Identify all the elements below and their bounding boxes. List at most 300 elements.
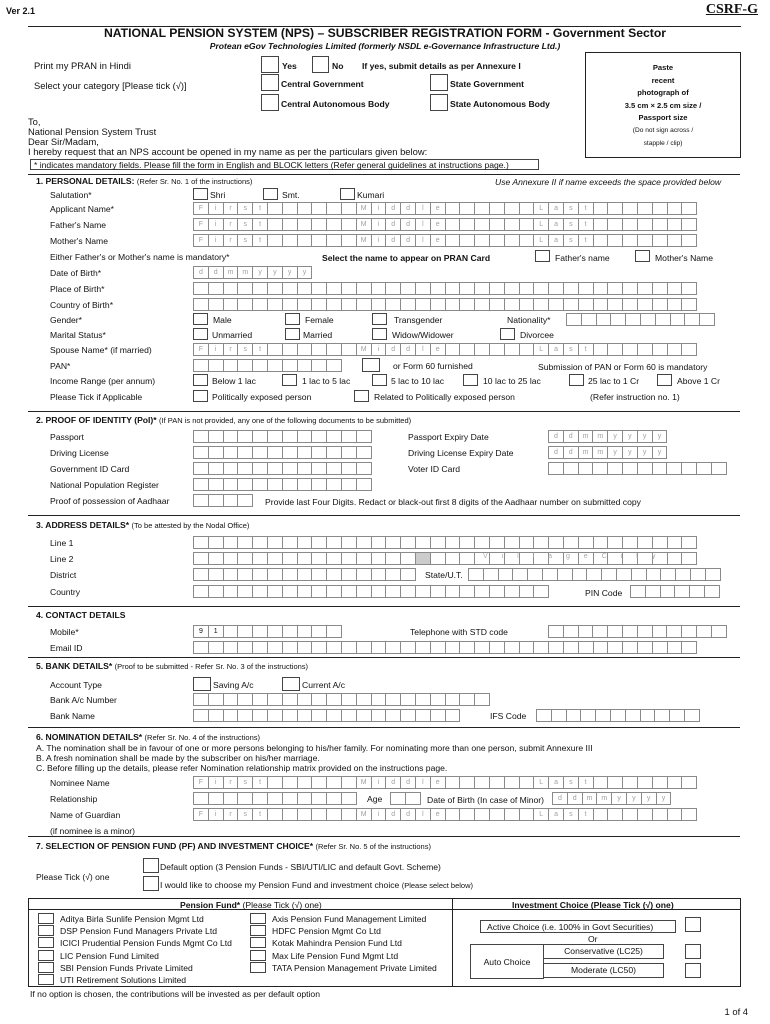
grid-cell[interactable]	[282, 343, 298, 356]
grid-cell[interactable]: L	[533, 218, 549, 231]
grid-cell[interactable]: F	[193, 808, 209, 821]
pran-hindi-yes-checkbox[interactable]	[261, 56, 279, 73]
grid-cell[interactable]	[282, 282, 298, 295]
cob-grid[interactable]	[193, 298, 696, 311]
grid-cell[interactable]	[459, 552, 475, 565]
grid-cell[interactable]: s	[563, 343, 579, 356]
grid-cell[interactable]	[356, 430, 372, 443]
grid-cell[interactable]	[267, 343, 283, 356]
grid-cell[interactable]	[504, 234, 520, 247]
grid-cell[interactable]	[459, 218, 475, 231]
grid-cell[interactable]: s	[563, 776, 579, 789]
grid-cell[interactable]	[405, 792, 421, 805]
grid-cell[interactable]: M	[356, 343, 372, 356]
grid-cell[interactable]: a	[548, 343, 564, 356]
grid-cell[interactable]: i	[371, 808, 387, 821]
grid-cell[interactable]	[326, 552, 342, 565]
grid-cell[interactable]: i	[208, 202, 224, 215]
default-option-checkbox[interactable]	[143, 858, 159, 873]
grid-cell[interactable]	[578, 282, 594, 295]
grid-cell[interactable]	[267, 462, 283, 475]
grid-cell[interactable]	[415, 298, 431, 311]
grid-cell[interactable]: r	[223, 808, 239, 821]
grid-cell[interactable]	[519, 298, 535, 311]
grid-cell[interactable]	[297, 552, 313, 565]
grid-cell[interactable]: t	[578, 343, 594, 356]
grid-cell[interactable]	[580, 709, 596, 722]
grid-cell[interactable]: s	[237, 234, 253, 247]
grid-cell[interactable]	[237, 298, 253, 311]
grid-cell[interactable]	[637, 808, 653, 821]
income-1-checkbox[interactable]	[193, 374, 208, 386]
grid-cell[interactable]	[622, 282, 638, 295]
grid-cell[interactable]	[474, 536, 490, 549]
grid-cell[interactable]	[311, 478, 327, 491]
mother-name-grid[interactable]	[193, 234, 696, 247]
grid-cell[interactable]	[400, 585, 416, 598]
grid-cell[interactable]	[237, 792, 253, 805]
grid-cell[interactable]	[637, 641, 653, 654]
grid-cell[interactable]	[326, 641, 342, 654]
grid-cell[interactable]	[371, 282, 387, 295]
grid-cell[interactable]	[681, 536, 697, 549]
grid-cell[interactable]	[237, 462, 253, 475]
grid-cell[interactable]	[489, 218, 505, 231]
grid-cell[interactable]	[459, 641, 475, 654]
fund-checkbox[interactable]	[250, 925, 266, 936]
income-3-checkbox[interactable]	[372, 374, 387, 386]
grid-cell[interactable]	[282, 693, 298, 706]
grid-cell[interactable]	[311, 709, 327, 722]
grid-cell[interactable]: d	[400, 343, 416, 356]
grid-cell[interactable]	[445, 808, 461, 821]
grid-cell[interactable]	[489, 298, 505, 311]
grid-cell[interactable]	[504, 202, 520, 215]
pob-grid[interactable]	[193, 282, 696, 295]
grid-cell[interactable]: y	[267, 266, 283, 279]
grid-cell[interactable]	[655, 313, 671, 326]
grid-cell[interactable]	[341, 552, 357, 565]
grid-cell[interactable]	[652, 808, 668, 821]
grid-cell[interactable]	[489, 585, 505, 598]
bank-name-grid[interactable]	[193, 709, 459, 722]
grid-cell[interactable]: i	[371, 202, 387, 215]
grid-cell[interactable]	[652, 343, 668, 356]
grid-cell[interactable]	[326, 343, 342, 356]
grid-cell[interactable]	[474, 218, 490, 231]
grid-cell[interactable]	[341, 430, 357, 443]
grid-cell[interactable]	[311, 536, 327, 549]
central-autonomous-checkbox[interactable]	[261, 94, 279, 111]
photo-box[interactable]	[585, 52, 741, 158]
pran-hindi-no-checkbox[interactable]	[312, 56, 329, 73]
grid-cell[interactable]: y	[607, 446, 623, 459]
grid-cell[interactable]	[193, 478, 209, 491]
grid-cell[interactable]: t	[252, 234, 268, 247]
grid-cell[interactable]	[371, 693, 387, 706]
grid-cell[interactable]: s	[237, 218, 253, 231]
grid-cell[interactable]	[622, 462, 638, 475]
grid-cell[interactable]	[667, 282, 683, 295]
grid-cell[interactable]	[341, 776, 357, 789]
grid-cell[interactable]	[445, 536, 461, 549]
grid-cell[interactable]: m	[596, 792, 612, 805]
grid-cell[interactable]: t	[578, 808, 594, 821]
grid-cell[interactable]: L	[533, 808, 549, 821]
grid-cell[interactable]	[282, 359, 298, 372]
grid-cell[interactable]	[311, 298, 327, 311]
fund-checkbox[interactable]	[250, 950, 266, 961]
grid-cell[interactable]	[208, 462, 224, 475]
grid-cell[interactable]	[669, 709, 685, 722]
grid-cell[interactable]	[385, 552, 401, 565]
grid-cell[interactable]	[237, 641, 253, 654]
line2-grid[interactable]	[193, 552, 696, 565]
grid-cell[interactable]	[252, 792, 268, 805]
grid-cell[interactable]: s	[563, 234, 579, 247]
grid-cell[interactable]	[400, 536, 416, 549]
email-grid[interactable]	[193, 641, 696, 654]
grid-cell[interactable]	[519, 808, 535, 821]
grid-cell[interactable]	[267, 446, 283, 459]
grid-cell[interactable]	[297, 343, 313, 356]
grid-cell[interactable]: s	[563, 218, 579, 231]
grid-cell[interactable]	[578, 462, 594, 475]
grid-cell[interactable]	[489, 641, 505, 654]
grid-cell[interactable]	[237, 568, 253, 581]
grid-cell[interactable]: y	[652, 430, 668, 443]
grid-cell[interactable]	[527, 568, 543, 581]
grid-cell[interactable]	[445, 343, 461, 356]
grid-cell[interactable]	[326, 709, 342, 722]
grid-cell[interactable]	[637, 343, 653, 356]
grid-cell[interactable]	[267, 568, 283, 581]
grid-cell[interactable]	[563, 282, 579, 295]
spouse-name-grid[interactable]	[193, 343, 696, 356]
grid-cell[interactable]	[533, 585, 549, 598]
grid-cell[interactable]	[326, 808, 342, 821]
grid-cell[interactable]	[459, 808, 475, 821]
grid-cell[interactable]	[252, 552, 268, 565]
grid-cell[interactable]	[646, 568, 662, 581]
grid-cell[interactable]: t	[252, 808, 268, 821]
grid-cell[interactable]	[267, 359, 283, 372]
grid-cell[interactable]	[297, 234, 313, 247]
grid-cell[interactable]	[445, 218, 461, 231]
grid-cell[interactable]: d	[400, 218, 416, 231]
grid-cell[interactable]	[326, 234, 342, 247]
grid-cell[interactable]	[504, 298, 520, 311]
grid-cell[interactable]: t	[578, 776, 594, 789]
fund-checkbox[interactable]	[38, 925, 54, 936]
grid-cell[interactable]	[622, 218, 638, 231]
grid-cell[interactable]	[400, 298, 416, 311]
grid-cell[interactable]	[341, 446, 357, 459]
grid-cell[interactable]	[548, 625, 564, 638]
grid-cell[interactable]	[193, 693, 209, 706]
grid-cell[interactable]: l	[415, 218, 431, 231]
grid-cell[interactable]	[282, 776, 298, 789]
grid-cell[interactable]	[652, 641, 668, 654]
grid-cell[interactable]	[519, 202, 535, 215]
grid-cell[interactable]	[637, 776, 653, 789]
grid-cell[interactable]	[445, 282, 461, 295]
grid-cell[interactable]	[326, 792, 342, 805]
grid-cell[interactable]	[667, 218, 683, 231]
grid-cell[interactable]	[504, 776, 520, 789]
grid-cell[interactable]: y	[282, 266, 298, 279]
grid-cell[interactable]	[593, 776, 609, 789]
saving-checkbox[interactable]	[193, 677, 211, 691]
grid-cell[interactable]	[311, 359, 327, 372]
grid-cell[interactable]	[607, 343, 623, 356]
grid-cell[interactable]	[252, 430, 268, 443]
grid-cell[interactable]	[489, 202, 505, 215]
grid-cell[interactable]	[459, 202, 475, 215]
grid-cell[interactable]: s	[237, 343, 253, 356]
grid-cell[interactable]	[459, 282, 475, 295]
grid-cell[interactable]	[666, 625, 682, 638]
grid-cell[interactable]	[267, 625, 283, 638]
grid-cell[interactable]	[385, 585, 401, 598]
grid-cell[interactable]: L	[533, 776, 549, 789]
grid-cell[interactable]	[581, 313, 597, 326]
grid-cell[interactable]	[593, 536, 609, 549]
grid-cell[interactable]	[371, 641, 387, 654]
grid-cell[interactable]	[400, 693, 416, 706]
grid-cell[interactable]	[551, 709, 567, 722]
grid-cell[interactable]	[237, 359, 253, 372]
grid-cell[interactable]	[326, 359, 342, 372]
grid-cell[interactable]	[326, 282, 342, 295]
grid-cell[interactable]	[311, 202, 327, 215]
grid-cell[interactable]: i	[208, 808, 224, 821]
grid-cell[interactable]: m	[592, 446, 608, 459]
grid-cell[interactable]	[489, 343, 505, 356]
grid-cell[interactable]	[193, 462, 209, 475]
grid-cell[interactable]	[459, 234, 475, 247]
grid-cell[interactable]	[483, 568, 499, 581]
grid-cell[interactable]	[625, 313, 641, 326]
relationship-grid[interactable]	[193, 792, 356, 805]
grid-cell[interactable]	[519, 641, 535, 654]
grid-cell[interactable]	[326, 693, 342, 706]
grid-cell[interactable]	[193, 568, 209, 581]
grid-cell[interactable]	[297, 709, 313, 722]
male-checkbox[interactable]	[193, 313, 208, 325]
grid-cell[interactable]	[622, 202, 638, 215]
country-grid[interactable]	[193, 585, 548, 598]
grid-cell[interactable]: 1	[208, 625, 224, 638]
grid-cell[interactable]: M	[356, 218, 372, 231]
grid-cell[interactable]	[474, 641, 490, 654]
grid-cell[interactable]	[237, 430, 253, 443]
grid-cell[interactable]	[282, 478, 298, 491]
grid-cell[interactable]	[252, 693, 268, 706]
grid-cell[interactable]	[297, 808, 313, 821]
grid-cell[interactable]	[282, 808, 298, 821]
grid-cell[interactable]: L	[533, 343, 549, 356]
grid-cell[interactable]	[297, 298, 313, 311]
grid-cell[interactable]: F	[193, 776, 209, 789]
grid-cell[interactable]	[297, 478, 313, 491]
grid-cell[interactable]: t	[578, 218, 594, 231]
grid-cell[interactable]	[696, 462, 712, 475]
grid-cell[interactable]	[430, 585, 446, 598]
grid-cell[interactable]: F	[193, 343, 209, 356]
grid-cell[interactable]	[548, 298, 564, 311]
grid-cell[interactable]	[610, 709, 626, 722]
grid-cell[interactable]	[622, 343, 638, 356]
grid-cell[interactable]	[282, 792, 298, 805]
grid-cell[interactable]	[622, 625, 638, 638]
grid-cell[interactable]: t	[252, 776, 268, 789]
grid-cell[interactable]: a	[548, 776, 564, 789]
grid-cell[interactable]: i	[208, 776, 224, 789]
grid-cell[interactable]: r	[223, 218, 239, 231]
grid-cell[interactable]	[666, 462, 682, 475]
grid-cell[interactable]: s	[563, 808, 579, 821]
grid-cell[interactable]: s	[563, 202, 579, 215]
grid-cell[interactable]	[311, 234, 327, 247]
grid-cell[interactable]	[223, 693, 239, 706]
grid-cell[interactable]	[667, 808, 683, 821]
grid-cell[interactable]: d	[400, 808, 416, 821]
moderate-checkbox[interactable]	[685, 963, 701, 978]
grid-cell[interactable]	[297, 693, 313, 706]
grid-cell[interactable]: e	[430, 776, 446, 789]
grid-cell[interactable]: d	[400, 202, 416, 215]
grid-cell[interactable]	[400, 282, 416, 295]
state-govt-checkbox[interactable]	[430, 74, 448, 91]
grid-cell[interactable]	[474, 693, 490, 706]
grid-cell[interactable]	[652, 234, 668, 247]
grid-cell[interactable]: l	[415, 343, 431, 356]
grid-cell[interactable]	[208, 552, 224, 565]
fund-checkbox[interactable]	[38, 913, 54, 924]
grid-cell[interactable]: r	[223, 343, 239, 356]
grid-cell[interactable]	[696, 625, 712, 638]
grid-cell[interactable]	[592, 462, 608, 475]
grid-cell[interactable]	[652, 218, 668, 231]
grid-cell[interactable]	[356, 462, 372, 475]
grid-cell[interactable]	[592, 625, 608, 638]
grid-cell[interactable]	[681, 218, 697, 231]
grid-cell[interactable]	[282, 585, 298, 598]
grid-cell[interactable]: t	[578, 202, 594, 215]
grid-cell[interactable]	[341, 585, 357, 598]
grid-cell[interactable]	[237, 552, 253, 565]
grid-cell[interactable]	[548, 641, 564, 654]
grid-cell[interactable]	[311, 792, 327, 805]
grid-cell[interactable]: i	[371, 234, 387, 247]
grid-cell[interactable]	[356, 446, 372, 459]
grid-cell[interactable]	[252, 625, 268, 638]
grid-cell[interactable]	[341, 808, 357, 821]
grid-cell[interactable]	[690, 568, 706, 581]
grid-cell[interactable]	[430, 552, 446, 565]
married-checkbox[interactable]	[285, 328, 300, 340]
grid-cell[interactable]	[341, 343, 357, 356]
grid-cell[interactable]	[622, 641, 638, 654]
grid-cell[interactable]	[607, 462, 623, 475]
grid-cell[interactable]	[267, 792, 283, 805]
grid-cell[interactable]	[282, 298, 298, 311]
grid-cell[interactable]	[193, 552, 209, 565]
grid-cell[interactable]	[341, 234, 357, 247]
grid-cell[interactable]	[311, 282, 327, 295]
grid-cell[interactable]	[267, 641, 283, 654]
grid-cell[interactable]	[607, 641, 623, 654]
grid-cell[interactable]	[252, 568, 268, 581]
grid-cell[interactable]	[415, 693, 431, 706]
transgender-checkbox[interactable]	[372, 313, 387, 325]
state-grid[interactable]	[468, 568, 720, 581]
grid-cell[interactable]	[208, 709, 224, 722]
aadhaar-grid[interactable]	[193, 494, 252, 507]
grid-cell[interactable]: t	[252, 202, 268, 215]
grid-cell[interactable]	[625, 709, 641, 722]
grid-cell[interactable]	[563, 625, 579, 638]
central-govt-checkbox[interactable]	[261, 74, 279, 91]
grid-cell[interactable]	[459, 343, 475, 356]
grid-cell[interactable]	[311, 808, 327, 821]
grid-cell[interactable]	[282, 446, 298, 459]
grid-cell[interactable]	[504, 218, 520, 231]
grid-cell[interactable]	[267, 709, 283, 722]
grid-cell[interactable]	[341, 792, 357, 805]
grid-cell[interactable]	[341, 218, 357, 231]
grid-cell[interactable]: d	[548, 446, 564, 459]
grid-cell[interactable]	[282, 625, 298, 638]
grid-cell[interactable]: a	[548, 218, 564, 231]
grid-cell[interactable]	[601, 568, 617, 581]
grid-cell[interactable]: d	[193, 266, 209, 279]
grid-cell[interactable]	[223, 709, 239, 722]
grid-cell[interactable]: y	[652, 446, 668, 459]
grid-cell[interactable]	[267, 234, 283, 247]
grid-cell[interactable]: F	[193, 234, 209, 247]
grid-cell[interactable]: e	[430, 808, 446, 821]
grid-cell[interactable]: i	[371, 776, 387, 789]
grid-cell[interactable]	[237, 478, 253, 491]
grid-cell[interactable]: d	[552, 792, 568, 805]
grid-cell[interactable]	[489, 282, 505, 295]
grid-cell[interactable]	[489, 234, 505, 247]
grid-cell[interactable]	[252, 359, 268, 372]
grid-cell[interactable]	[326, 536, 342, 549]
grid-cell[interactable]	[519, 585, 535, 598]
grid-cell[interactable]	[208, 446, 224, 459]
grid-cell[interactable]: d	[548, 430, 564, 443]
grid-cell[interactable]	[371, 585, 387, 598]
grid-cell[interactable]	[415, 641, 431, 654]
grid-cell[interactable]	[607, 298, 623, 311]
dl-expiry-grid[interactable]	[548, 446, 666, 459]
grid-cell[interactable]	[474, 202, 490, 215]
grid-cell[interactable]	[326, 568, 342, 581]
grid-cell[interactable]	[681, 298, 697, 311]
grid-cell[interactable]	[326, 298, 342, 311]
grid-cell[interactable]	[667, 552, 683, 565]
grid-cell[interactable]	[474, 776, 490, 789]
fund-checkbox[interactable]	[38, 937, 54, 948]
grid-cell[interactable]	[430, 298, 446, 311]
grid-cell[interactable]	[578, 625, 594, 638]
grid-cell[interactable]	[489, 536, 505, 549]
grid-cell[interactable]: m	[578, 430, 594, 443]
grid-cell[interactable]	[616, 568, 632, 581]
